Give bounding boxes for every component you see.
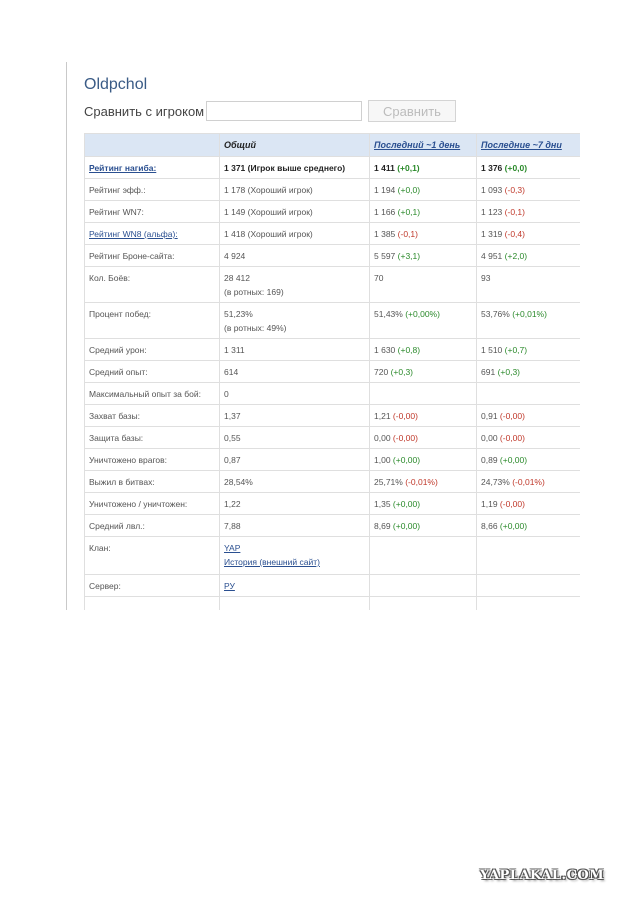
cell-day bbox=[370, 537, 477, 575]
delta-week: (+0,00) bbox=[499, 455, 528, 465]
cell-overall: 51,23% bbox=[224, 309, 253, 319]
cell-week: 1 123 bbox=[481, 207, 503, 217]
table-row bbox=[85, 597, 581, 611]
delta-week: (+2,0) bbox=[504, 251, 528, 261]
cell-week: 1 510 bbox=[481, 345, 503, 355]
compare-button[interactable]: Сравнить bbox=[368, 100, 456, 122]
cell-week: 93 bbox=[477, 267, 581, 303]
table-header-row bbox=[85, 134, 581, 157]
table-row bbox=[85, 361, 581, 383]
cell-overall: 1,37 bbox=[220, 405, 370, 427]
delta-day: (-0,01%) bbox=[405, 477, 438, 487]
row-label: Средний опыт: bbox=[85, 361, 220, 383]
delta-day: (+0,8) bbox=[397, 345, 421, 355]
clan-history-link[interactable]: История (внешний сайт) bbox=[224, 557, 320, 567]
cell-overall: 0,55 bbox=[220, 427, 370, 449]
row-label: Максимальный опыт за бой: bbox=[85, 383, 220, 405]
row-label: Уничтожено врагов: bbox=[85, 449, 220, 471]
header-last-day-link[interactable]: Последний ~1 день bbox=[374, 140, 461, 150]
cell-week: 0,89 bbox=[481, 455, 498, 465]
cell-week bbox=[477, 537, 581, 575]
delta-day: (+3,1) bbox=[397, 251, 421, 261]
cell-week: 1 093 bbox=[481, 185, 503, 195]
table-row bbox=[85, 267, 581, 303]
delta-day: (+0,00) bbox=[392, 521, 421, 531]
cell-week bbox=[477, 575, 581, 597]
table-row bbox=[85, 303, 581, 339]
cell-day: 1 411 bbox=[374, 163, 395, 173]
stats-table bbox=[84, 133, 580, 610]
server-link[interactable]: РУ bbox=[224, 581, 235, 591]
row-label: Кол. Боёв: bbox=[85, 267, 220, 303]
cell-overall: 28,54% bbox=[220, 471, 370, 493]
table-row bbox=[85, 427, 581, 449]
row-label: Выжил в битвах: bbox=[85, 471, 220, 493]
delta-day: (-0,1) bbox=[397, 229, 418, 239]
cell-overall: 1 311 bbox=[220, 339, 370, 361]
row-label: Рейтинг эфф.: bbox=[85, 179, 220, 201]
cell-overall: 1,22 bbox=[220, 493, 370, 515]
cell-day: 5 597 bbox=[374, 251, 396, 261]
table-row bbox=[85, 493, 581, 515]
cell-day: 51,43% bbox=[374, 309, 403, 319]
row-label: Рейтинг Броне-сайта: bbox=[85, 245, 220, 267]
compare-form bbox=[84, 100, 456, 122]
row-label: Средний лвл.: bbox=[85, 515, 220, 537]
cell-overall-sub: (в ротных: 169) bbox=[224, 287, 284, 297]
compare-label: Сравнить с игроком bbox=[84, 103, 205, 119]
delta-week: (+0,7) bbox=[504, 345, 528, 355]
cell-week bbox=[477, 383, 581, 405]
table-row bbox=[85, 449, 581, 471]
cell-day: 1 194 bbox=[374, 185, 396, 195]
delta-day: (+0,3) bbox=[390, 367, 414, 377]
delta-week: (-0,00) bbox=[499, 433, 525, 443]
table-row bbox=[85, 537, 581, 575]
table-row bbox=[85, 157, 581, 179]
cell-day: 70 bbox=[370, 267, 477, 303]
cell-overall: 0 bbox=[220, 383, 370, 405]
table-row bbox=[85, 383, 581, 405]
cell-overall-sub: (в ротных: 49%) bbox=[224, 323, 287, 333]
cell-week: 0,91 bbox=[481, 411, 498, 421]
cell-day: 1,35 bbox=[374, 499, 391, 509]
cell-week: 24,73% bbox=[481, 477, 510, 487]
row-label: Клан: bbox=[85, 537, 220, 575]
row-label: Уничтожено / уничтожен: bbox=[85, 493, 220, 515]
cell-overall: 28 412 bbox=[224, 273, 250, 283]
delta-week: (+0,01%) bbox=[512, 309, 547, 319]
delta-day: (+0,0) bbox=[397, 185, 421, 195]
cell-day: 0,00 bbox=[374, 433, 391, 443]
cell-week: 4 951 bbox=[481, 251, 503, 261]
cell-overall: 0,87 bbox=[220, 449, 370, 471]
cell-week: 8,66 bbox=[481, 521, 498, 531]
compare-player-input[interactable] bbox=[206, 101, 362, 121]
player-name: Oldpchol bbox=[84, 76, 148, 93]
table-row bbox=[85, 245, 581, 267]
cell-week: 1 376 bbox=[481, 163, 503, 173]
delta-week: (-0,4) bbox=[504, 229, 525, 239]
row-label: Защита базы: bbox=[85, 427, 220, 449]
delta-week: (+0,00) bbox=[499, 521, 528, 531]
delta-week: (-0,1) bbox=[504, 207, 525, 217]
row-label: Средний урон: bbox=[85, 339, 220, 361]
cell-overall: 1 149 (Хороший игрок) bbox=[220, 201, 370, 223]
cell-week: 1,19 bbox=[481, 499, 498, 509]
cell-day: 8,69 bbox=[374, 521, 391, 531]
delta-day: (+0,1) bbox=[397, 207, 421, 217]
cell-overall: 614 bbox=[220, 361, 370, 383]
cell-day: 1 166 bbox=[374, 207, 396, 217]
delta-week: (+0,3) bbox=[497, 367, 521, 377]
row-label: Захват базы: bbox=[85, 405, 220, 427]
header-last-week-link[interactable]: Последние ~7 дни bbox=[481, 140, 562, 150]
cell-day: 25,71% bbox=[374, 477, 403, 487]
cell-day: 1,21 bbox=[374, 411, 391, 421]
cell-week: 691 bbox=[481, 367, 496, 377]
table-row bbox=[85, 471, 581, 493]
delta-week: (-0,01%) bbox=[512, 477, 545, 487]
cell-week: 0,00 bbox=[481, 433, 498, 443]
table-row bbox=[85, 339, 581, 361]
cell-overall: 7,88 bbox=[220, 515, 370, 537]
delta-week: (-0,00) bbox=[499, 411, 525, 421]
row-label: Рейтинг WN7: bbox=[85, 201, 220, 223]
delta-week: (-0,3) bbox=[504, 185, 525, 195]
delta-week: (-0,00) bbox=[499, 499, 525, 509]
table-row bbox=[85, 179, 581, 201]
page-divider bbox=[66, 62, 67, 610]
cell-day bbox=[370, 575, 477, 597]
delta-day: (-0,00) bbox=[392, 433, 418, 443]
delta-day: (-0,00) bbox=[392, 411, 418, 421]
site-watermark: YAPLAKAL.COM bbox=[480, 868, 605, 883]
header-label bbox=[85, 134, 220, 157]
table-row bbox=[85, 201, 581, 223]
table-row bbox=[85, 223, 581, 245]
cell-day: 1,00 bbox=[374, 455, 391, 465]
row-label-link[interactable]: Рейтинг WN8 (альфа): bbox=[89, 229, 178, 239]
row-label: Сервер: bbox=[85, 575, 220, 597]
cell-overall: 1 371 (Игрок выше среднего) bbox=[220, 157, 370, 179]
cell-overall: 4 924 bbox=[220, 245, 370, 267]
cell-overall: 1 178 (Хороший игрок) bbox=[220, 179, 370, 201]
cell-day bbox=[370, 383, 477, 405]
cell-week: 1 319 bbox=[481, 229, 503, 239]
cell-day: 1 630 bbox=[374, 345, 396, 355]
clan-link[interactable]: YAP bbox=[224, 543, 241, 553]
cell-day: 1 385 bbox=[374, 229, 396, 239]
stats-table-container bbox=[84, 133, 580, 610]
cell-week: 53,76% bbox=[481, 309, 510, 319]
table-row bbox=[85, 575, 581, 597]
delta-day: (+0,00) bbox=[392, 455, 421, 465]
row-label-link[interactable]: Рейтинг нагиба: bbox=[89, 163, 157, 173]
delta-week: (+0,0) bbox=[504, 163, 528, 173]
cell-overall: 1 418 (Хороший игрок) bbox=[220, 223, 370, 245]
delta-day: (+0,1) bbox=[397, 163, 420, 173]
table-row bbox=[85, 405, 581, 427]
delta-day: (+0,00) bbox=[392, 499, 421, 509]
header-overall: Общий bbox=[220, 134, 370, 157]
table-row bbox=[85, 515, 581, 537]
delta-day: (+0,00%) bbox=[405, 309, 440, 319]
cell-day: 720 bbox=[374, 367, 389, 377]
row-label: Процент побед: bbox=[85, 303, 220, 339]
